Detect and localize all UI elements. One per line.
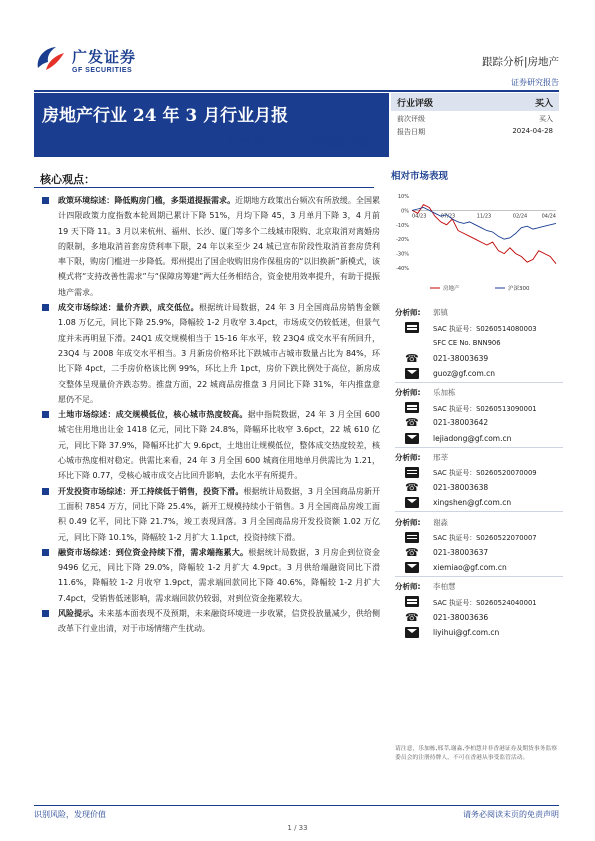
analyst-email[interactable]: liyihui@gf.com.cn bbox=[433, 627, 500, 637]
bullet-lead: 融资市场综述：到位资金持续下滑，需求端拖累大。 bbox=[58, 547, 249, 557]
y-tick-label: -40% bbox=[396, 266, 409, 272]
analyst-divider bbox=[395, 511, 563, 512]
bullet-lead: 成交市场综述：量价齐跌，成交低位。 bbox=[58, 303, 199, 313]
analyst-divider bbox=[395, 382, 563, 383]
x-tick-label: 04/24 bbox=[541, 213, 556, 220]
bullet-square-icon bbox=[42, 304, 49, 311]
prev-rating-value: 买入 bbox=[539, 115, 553, 123]
analyst-name: 邢莘 bbox=[433, 452, 448, 462]
email-icon bbox=[405, 497, 419, 508]
x-tick-label: 11/23 bbox=[476, 213, 492, 220]
analyst-phone: 021-38003636 bbox=[433, 612, 489, 622]
y-tick-label: 10% bbox=[397, 194, 409, 200]
id-card-icon bbox=[405, 532, 419, 543]
analyst-divider bbox=[395, 447, 563, 448]
phone-icon: ☎ bbox=[405, 481, 419, 495]
analyst-role: 分析师: bbox=[395, 388, 421, 398]
id-card-icon bbox=[405, 322, 419, 333]
relative-performance-chart bbox=[390, 190, 560, 300]
rating-box bbox=[391, 93, 559, 137]
analyst-sac: SAC 执证号：S0260513090001 bbox=[433, 404, 537, 413]
analyst-role: 分析师: bbox=[395, 582, 421, 592]
analyst-divider bbox=[395, 576, 563, 577]
x-tick-label: 02/24 bbox=[512, 213, 528, 220]
analyst-phone: 021-38003638 bbox=[433, 483, 489, 493]
header-divider bbox=[34, 90, 559, 92]
analyst-sac: SAC 执证号：S0260522070007 bbox=[433, 534, 537, 543]
id-card-icon bbox=[405, 596, 419, 607]
prev-rating-row bbox=[391, 111, 559, 124]
report-header-right bbox=[482, 54, 559, 88]
bullet-text: 近期地方政策出台频次有所放缓。全国累计四限政策力度指数本轮周期已累计下降 51%，月均下降 45，3 月单月下降 3，4 月前 19 天下降 11。3 月以来杭州、福州、长沙、厦门等多个二线城市限购、北京取消对离婚房的限制，多地取消首套房贷利率下限，24 年以来至少 24 城已宣布阶段性取消首套房贷利率下限，购房门槛进一步降低。郑州提出了国企收购旧房作保租房的“以旧换新”新模式，该模式将“支持改善性需求”与“保障房筹建”两大任务相结合，资金使用效率提升，有助于提振地产需求。 bbox=[58, 196, 381, 297]
report-date-row bbox=[391, 124, 559, 137]
analyst-list bbox=[395, 305, 563, 642]
phone-icon: ☎ bbox=[405, 610, 419, 624]
rating-head bbox=[391, 93, 559, 111]
core-views-divider bbox=[34, 187, 374, 188]
footer-divider bbox=[34, 805, 559, 806]
bullet-square-icon bbox=[42, 610, 49, 617]
analyst-email[interactable]: xiemiao@gf.com.cn bbox=[433, 563, 507, 573]
x-tick-label: 07/23 bbox=[440, 213, 456, 220]
y-tick-label: -30% bbox=[396, 251, 409, 258]
report-title: 房地产行业 24 年 3 月行业月报 bbox=[42, 106, 289, 126]
page-number: 1 / 33 bbox=[287, 824, 308, 832]
gf-logo-mark-icon bbox=[34, 44, 66, 74]
market-performance-heading: 相对市场表现 bbox=[391, 171, 449, 182]
analyst-phone: 021-38003639 bbox=[433, 353, 489, 363]
email-icon bbox=[405, 627, 419, 638]
phone-icon: ☎ bbox=[405, 416, 419, 430]
analyst-entry bbox=[395, 450, 563, 513]
id-card-icon bbox=[405, 467, 419, 478]
legend-label: 房地产 bbox=[443, 286, 460, 292]
email-icon bbox=[405, 433, 419, 444]
bullet-square-icon bbox=[42, 488, 49, 495]
bullet-square-icon bbox=[42, 411, 49, 418]
id-card-icon bbox=[405, 402, 419, 413]
email-icon bbox=[405, 368, 419, 379]
bullet-risk bbox=[40, 606, 380, 637]
report-date-value: 2024-04-28 bbox=[512, 127, 553, 135]
analyst-entry bbox=[395, 305, 563, 383]
bullet-policy bbox=[40, 193, 380, 300]
report-subtitle: 景气度低位，多渠道提振需求 bbox=[226, 136, 383, 150]
bullet-square-icon bbox=[42, 197, 49, 204]
bullet-land bbox=[40, 407, 380, 483]
bullet-lead: 风险提示。 bbox=[58, 609, 99, 619]
analyst-email[interactable]: guoz@gf.com.cn bbox=[433, 368, 496, 378]
bullet-text: 未来基本面表现不及预期，未来融资环境进一步收紧，信贷投放量减少，供给侧改革下行业出清，对于市场情绪产生扰动。 bbox=[58, 609, 381, 634]
series-line-csi300 bbox=[412, 208, 556, 240]
analyst-role: 分析师: bbox=[395, 452, 421, 462]
analyst-name: 郭镇 bbox=[433, 308, 448, 318]
analyst-name: 乐加栋 bbox=[433, 388, 456, 398]
analyst-role: 分析师: bbox=[395, 308, 421, 318]
analyst-entry bbox=[395, 514, 563, 577]
bullet-lead: 开发投资市场综述：开工持续低于销售，投资下滑。 bbox=[58, 486, 244, 496]
y-tick-label: -20% bbox=[396, 237, 409, 244]
legend-label: 沪深300 bbox=[508, 286, 530, 292]
logo-chinese-text: 广发证券 bbox=[72, 48, 137, 66]
analyst-sac: SAC 执证号：S0260520070009 bbox=[433, 469, 537, 478]
analyst-sac: SAC 执证号：S0260524040001 bbox=[433, 598, 537, 607]
bullet-lead: 土地市场综述：成交规模低位，核心城市热度较高。 bbox=[58, 410, 248, 420]
analyst-phone: 021-38003637 bbox=[433, 547, 489, 557]
x-tick-label: 04/23 bbox=[412, 213, 427, 220]
prev-rating-label: 前次评级 bbox=[397, 115, 425, 123]
core-views-body bbox=[40, 193, 380, 637]
analyst-entry bbox=[395, 385, 563, 448]
analyst-email[interactable]: xingshen@gf.com.cn bbox=[433, 498, 512, 508]
bullet-lead: 政策环境综述：降低购房门槛，多渠道提振需求。 bbox=[58, 196, 236, 205]
analyst-sfc: SFC CE No. BNN906 bbox=[433, 338, 501, 347]
bullet-investment bbox=[40, 484, 380, 545]
y-tick-label: -10% bbox=[396, 222, 409, 229]
report-date-label: 报告日期 bbox=[397, 128, 425, 136]
analyst-name: 谢淼 bbox=[433, 517, 448, 527]
analyst-role: 分析师: bbox=[395, 517, 421, 527]
license-note: 请注意，乐加栋,邢莘,谢淼,李柏慧并非香港证券及期货事务监察委员会的注册持牌人，不可在香港从事受监管活动。 bbox=[395, 746, 558, 761]
phone-icon: ☎ bbox=[405, 545, 419, 559]
phone-icon: ☎ bbox=[405, 351, 419, 365]
bullet-text: 根据统计局数据，24 年 3 月全国商品房销售金额 1.08 万亿元，同比下降 25.9%，降幅较 1-2 月收窄 3.4pct，市场成交仍较低迷，但景气度并未再明显下滑。24Q1 成交规模相当于 15-16 年水平，较 23Q4 成交水平有所回升，23Q4 与 2008 年成交水平相当。3 月新房价格环比下跌城市占城市数量占比为 84%，环比下降 4pct，二手房价格该比例 99%，环比上升 1pct，房价下跌比例处于高位，新房成交整体呈现量价齐跌态势。推盘方面，22 城商品房推盘 3 月同比下降 31%，年内推盘意愿仍不足。 bbox=[58, 303, 380, 404]
analyst-name: 李柏慧 bbox=[433, 582, 456, 592]
bullet-text: 根据统计局数据，3 月全国商品房新开工面积 7854 万方，同比下降 25.4%，新开工规模持续小于销售。3 月全国商品房竣工面积 0.49 亿平，同比下降 21.7%，竣工表现回落。3 月全国商品房开发投资额 1.02 万亿元，同比下降 10.1%，降幅较 1-2 月扩大 1.1pct，投资持续下滑。 bbox=[58, 486, 380, 542]
rating-head-label: 行业评级 bbox=[397, 98, 434, 109]
gf-securities-logo bbox=[34, 42, 159, 78]
email-icon bbox=[405, 562, 419, 573]
analyst-email[interactable]: lejiadong@gf.com.cn bbox=[433, 433, 512, 443]
bullet-square-icon bbox=[42, 549, 49, 556]
footer-slogan: 识别风险，发现价值 bbox=[34, 810, 106, 819]
report-type-label: 证券研究报告 bbox=[511, 78, 559, 87]
bullet-text: 据中指院数据，24 年 3 月全国 600 城宅住用地出让金 1418 亿元，同比下降 24.8%，降幅环比收窄 3.6pct，22 城 610 亿元，同比下降 37.9%，降幅环比扩大 9.6pct，土地出让规模低位，整体成交热度较差，核心城市热度相对稳定。供需比来看，24 年 3 月全国 600 城商住用地单月供需比为 1.21，环比下降 0.77，受核心城市成交占比回升影响，去化水平有所提升。 bbox=[58, 410, 380, 481]
bullet-text: 根据统计局数据，3 月房企到位资金 9496 亿元，同比下降 29.0%，降幅较 1-2 月扩大 4.9pct。3 月供给端融资同比下滑 11.6%，降幅较 1-2 月收窄 1.9pct，需求端回款同比下降 40.6%，降幅较 1-2 月扩大 7.4pct，受销售低迷影响，需求端回款仍较弱，对到位资金拖累较大。 bbox=[58, 547, 381, 603]
footer-disclaimer-note: 请务必阅读末页的免责声明 bbox=[463, 810, 559, 819]
analyst-entry bbox=[395, 579, 563, 640]
report-track-label: 跟踪分析|房地产 bbox=[481, 56, 559, 68]
logo-english-text: GF SECURITIES bbox=[72, 67, 133, 74]
core-views-heading: 核心观点： bbox=[40, 173, 95, 186]
bullet-financing bbox=[40, 545, 380, 606]
bullet-transaction bbox=[40, 300, 380, 407]
analyst-sac: SAC 执证号：S0260514080003 bbox=[433, 324, 537, 333]
rating-head-value: 买入 bbox=[534, 98, 553, 109]
analyst-phone: 021-38003642 bbox=[433, 418, 489, 428]
y-tick-label: 0% bbox=[401, 208, 409, 215]
